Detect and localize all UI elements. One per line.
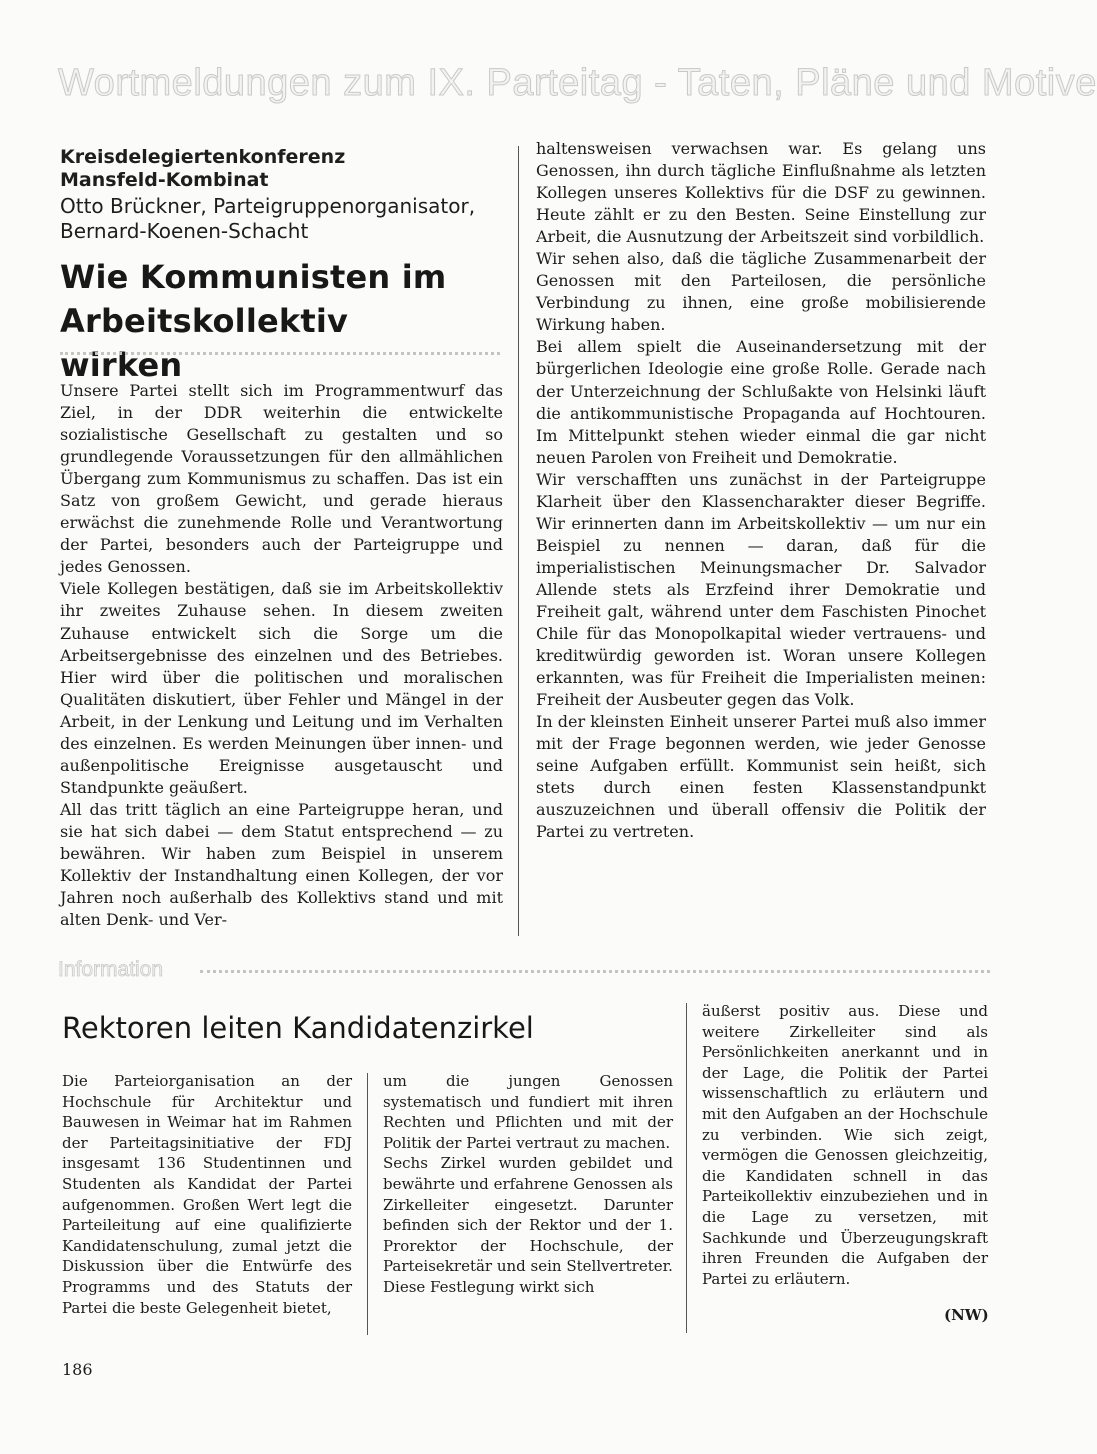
paragraph: In der kleinsten Einheit unserer Partei muß also immer mit der Frage begonnen werden, wie jeder Genosse seine Aufgaben erfüllt. Kommunist sein heißt, sich stets durch einen festen Klassenstandpunkt auszuzeichnen und überall offensiv die Politik der Partei zu vertreten.	[536, 712, 986, 842]
context-heading: Kreisdelegiertenkonferenz Mansfeld-Kombinat	[60, 146, 346, 191]
headline-underline	[60, 352, 500, 355]
column-divider	[367, 1073, 368, 1335]
article2-col2	[383, 1071, 673, 1298]
article2-col3	[702, 1001, 988, 1289]
paragraph: Wir sehen also, daß die tägliche Zusammenarbeit der Genossen mit den Parteilosen, die persönliche Verbindung zu ihnen, eine große mobilisierende Wirkung haben.	[536, 249, 986, 335]
paragraph: All das tritt täglich an eine Parteigruppe heran, und sie hat sich dabei — dem Statut entsprechend — zu bewähren. Wir haben zum Beispiel in unserem Kollektiv der Instandhaltung einen Kollegen, der vor Jahren noch außerhalb des Kollektivs stand und mit alten Denk- und Ver-	[60, 799, 503, 930]
paragraph: Unsere Partei stellt sich im Programmentwurf das Ziel, in der DDR weiterhin die entwickelte sozialistische Gesellschaft zu gestalten und so grundlegende Voraussetzungen für den allmählichen Übergang zum Kommunismus zu schaffen. Das ist ein Satz von großem Gewicht, und gerade hieraus erwächst die zunehmende Rolle und Verantwortung der Partei, besonders auch der Parteigruppe und jedes Genossen.	[60, 381, 503, 577]
article-body-left	[60, 380, 503, 931]
section-rule	[200, 970, 990, 973]
author-line: Otto Brückner, Parteigruppenorganisator, Bernard-Koenen-Schacht	[60, 194, 476, 243]
paragraph: Die Parteiorganisation an der Hochschule für Architektur und Bauwesen in Weimar hat im Rahmen der Parteitagsinitiative der FDJ insgesamt 136 Studentinnen und Studenten als Kandidat der Partei aufgenommen. Großen Wert legt die Parteileitung auf eine qualifizierte Kandidatenschulung, zumal jetzt die Diskussion über die Entwürfe des Programms und des Statuts der Partei die beste Gelegenheit bietet,	[62, 1072, 352, 1317]
column-divider	[518, 146, 519, 936]
paragraph: Sechs Zirkel wurden gebildet und bewährte und erfahrene Genossen als Zirkelleiter eingesetzt. Darunter befinden sich der Rektor und der 1. Prorektor der Hochschule, der Parteisekretär und sein Stellvertreter.	[383, 1154, 673, 1276]
article-headline: Wie Kommunisten im Arbeitskollektiv wirken	[60, 258, 447, 384]
paragraph: Diese Festlegung wirkt sich	[383, 1277, 595, 1296]
article-headline: Rektoren leiten Kandidatenzirkel	[62, 1011, 534, 1045]
paragraph: äußerst positiv aus. Diese und weitere Zirkelleiter sind als Persönlichkeiten anerkannt und in der Lage, die Politik der Partei wissenschaftlich zu erläutern und mit den Aufgaben an der Hochschule zu verbinden. Wie sich zeigt, vermögen die Genossen gleichzeitig, die Kandidaten schnell in das Parteikollektiv einzubeziehen und in die Lage zu versetzen, mit Sachkunde und Überzeugungskraft ihren Freunden die Aufgaben der Partei zu erläutern.	[702, 1002, 988, 1288]
paragraph: um die jungen Genossen systematisch und fundiert mit ihren Rechten und Pflichten und mit der Politik der Partei vertraut zu machen.	[383, 1072, 673, 1152]
page-number: 186	[62, 1360, 93, 1379]
section-label: Information	[58, 958, 164, 981]
article-body-right	[536, 138, 986, 844]
column-divider	[686, 1003, 687, 1333]
author-signature: (NW)	[944, 1306, 989, 1324]
series-header: Wortmeldungen zum IX. Parteitag - Taten, Pläne und Motive	[58, 62, 1097, 104]
paragraph: Bei allem spielt die Auseinandersetzung mit der bürgerlichen Ideologie eine große Rolle. Gerade nach der Unterzeichnung der Schlußakte von Helsinki läuft die antikommunistische Propaganda auf Hochtouren. Im Mittelpunkt stehen wieder einmal die gar nicht neuen Parolen von Freiheit und Demokratie.	[536, 337, 986, 467]
paragraph: Wir verschafften uns zunächst in der Parteigruppe Klarheit über den Klassencharakter dieser Begriffe. Wir erinnerten dann im Arbeitskollektiv — um nur ein Beispiel zu nennen — daran, daß für die imperialistischen Meinungsmacher Dr. Salvador Allende stets als Erzfeind ihrer Demokratie und Freiheit galt, während unter dem Faschisten Pinochet Chile für das Monopolkapital wieder vertrauens- und kreditwürdig geworden ist. Woran unsere Kollegen erkannten, was für Freiheit die Imperialisten meinen: Freiheit der Ausbeuter gegen das Volk.	[536, 469, 986, 710]
paragraph: haltensweisen verwachsen war. Es gelang uns Genossen, ihn durch tägliche Einflußnahme als letzten Kollegen unseres Kollektivs für die DSF zu gewinnen. Heute zählt er zu den Besten. Seine Einstellung zur Arbeit, die Ausnutzung der Arbeitszeit sind vorbildlich.	[536, 139, 986, 247]
paragraph: Viele Kollegen bestätigen, daß sie im Arbeitskollektiv ihr zweites Zuhause sehen. In diesem zweiten Zuhause entwickelt sich die Sorge um die Arbeitsergebnisse des einzelnen und des Betriebes. Hier wird über die politischen und moralischen Qualitäten diskutiert, über Fehler und Mängel in der Arbeit, in der Lenkung und Leitung und im Verhalten des einzelnen. Es werden Meinungen über innen- und außenpolitische Ereignisse ausgetauscht und Standpunkte geäußert.	[60, 579, 503, 797]
article2-col1	[62, 1071, 352, 1318]
